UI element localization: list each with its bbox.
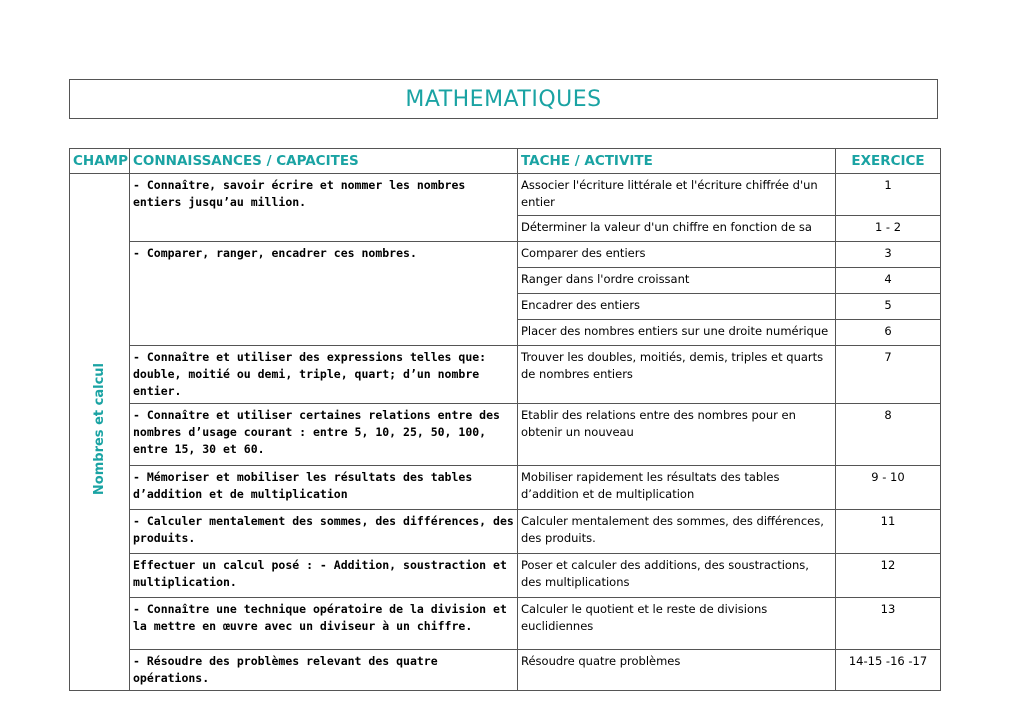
- table-row: [70, 466, 941, 510]
- header-row: [70, 149, 941, 174]
- curriculum-table: [69, 148, 941, 691]
- exercise-cell: 8: [836, 404, 941, 466]
- champ-cell: [70, 174, 130, 691]
- task-cell: Calculer le quotient et le reste de divisions euclidiennes: [518, 598, 836, 650]
- table-row: [70, 346, 941, 404]
- skill-cell: - Connaître et utiliser certaines relations entre des nombres d’usage courant : entre 5, 10, 25, 50, 100, entre 15, 30 et 60.: [130, 404, 518, 466]
- exercise-cell: 4: [836, 268, 941, 294]
- task-cell: Calculer mentalement des sommes, des différences, des produits.: [518, 510, 836, 554]
- header-champ: CHAMP: [70, 149, 130, 174]
- table-row: [70, 174, 941, 216]
- skill-cell: - Connaître et utiliser des expressions telles que: double, moitié ou demi, triple, quart; d’un nombre entier.: [130, 346, 518, 404]
- page-title: MATHEMATIQUES: [69, 79, 938, 119]
- table-row: [70, 510, 941, 554]
- header-exercise: EXERCICE: [836, 149, 941, 174]
- exercise-cell: 7: [836, 346, 941, 404]
- exercise-cell: 14-15 -16 -17: [836, 650, 941, 691]
- skill-cell: - Connaître une technique opératoire de la division et la mettre en œuvre avec un diviseur à un chiffre.: [130, 598, 518, 650]
- task-cell: Déterminer la valeur d'un chiffre en fonction de sa: [518, 216, 836, 242]
- exercise-cell: 13: [836, 598, 941, 650]
- header-skills: CONNAISSANCES / CAPACITES: [130, 149, 518, 174]
- exercise-cell: 9 - 10: [836, 466, 941, 510]
- exercise-cell: 11: [836, 510, 941, 554]
- task-cell: Encadrer des entiers: [518, 294, 836, 320]
- task-cell: Trouver les doubles, moitiés, demis, triples et quarts de nombres entiers: [518, 346, 836, 404]
- table-row: [70, 650, 941, 691]
- exercise-cell: 1: [836, 174, 941, 216]
- task-cell: Associer l'écriture littérale et l'écriture chiffrée d'un entier: [518, 174, 836, 216]
- exercise-cell: 3: [836, 242, 941, 268]
- exercise-cell: 6: [836, 320, 941, 346]
- skill-cell: - Mémoriser et mobiliser les résultats des tables d’addition et de multiplication: [130, 466, 518, 510]
- exercise-cell: 1 - 2: [836, 216, 941, 242]
- task-cell: Comparer des entiers: [518, 242, 836, 268]
- exercise-cell: 12: [836, 554, 941, 598]
- champ-label: Nombres et calcul: [92, 363, 107, 496]
- task-cell: Poser et calculer des additions, des soustractions, des multiplications: [518, 554, 836, 598]
- table-row: [70, 598, 941, 650]
- table-row: [70, 554, 941, 598]
- exercise-cell: 5: [836, 294, 941, 320]
- task-cell: Ranger dans l'ordre croissant: [518, 268, 836, 294]
- task-cell: Résoudre quatre problèmes: [518, 650, 836, 691]
- task-cell: Placer des nombres entiers sur une droite numérique: [518, 320, 836, 346]
- skill-cell: - Connaître, savoir écrire et nommer les nombres entiers jusqu’au million.: [130, 174, 518, 242]
- table-row: [70, 404, 941, 466]
- skill-cell: - Comparer, ranger, encadrer ces nombres.: [130, 242, 518, 346]
- skill-cell: - Résoudre des problèmes relevant des quatre opérations.: [130, 650, 518, 691]
- task-cell: Etablir des relations entre des nombres pour en obtenir un nouveau: [518, 404, 836, 466]
- task-cell: Mobiliser rapidement les résultats des tables d’addition et de multiplication: [518, 466, 836, 510]
- skill-cell: - Calculer mentalement des sommes, des différences, des produits.: [130, 510, 518, 554]
- header-task: TACHE / ACTIVITE: [518, 149, 836, 174]
- skill-cell: Effectuer un calcul posé : - Addition, soustraction et multiplication.: [130, 554, 518, 598]
- table-row: [70, 242, 941, 268]
